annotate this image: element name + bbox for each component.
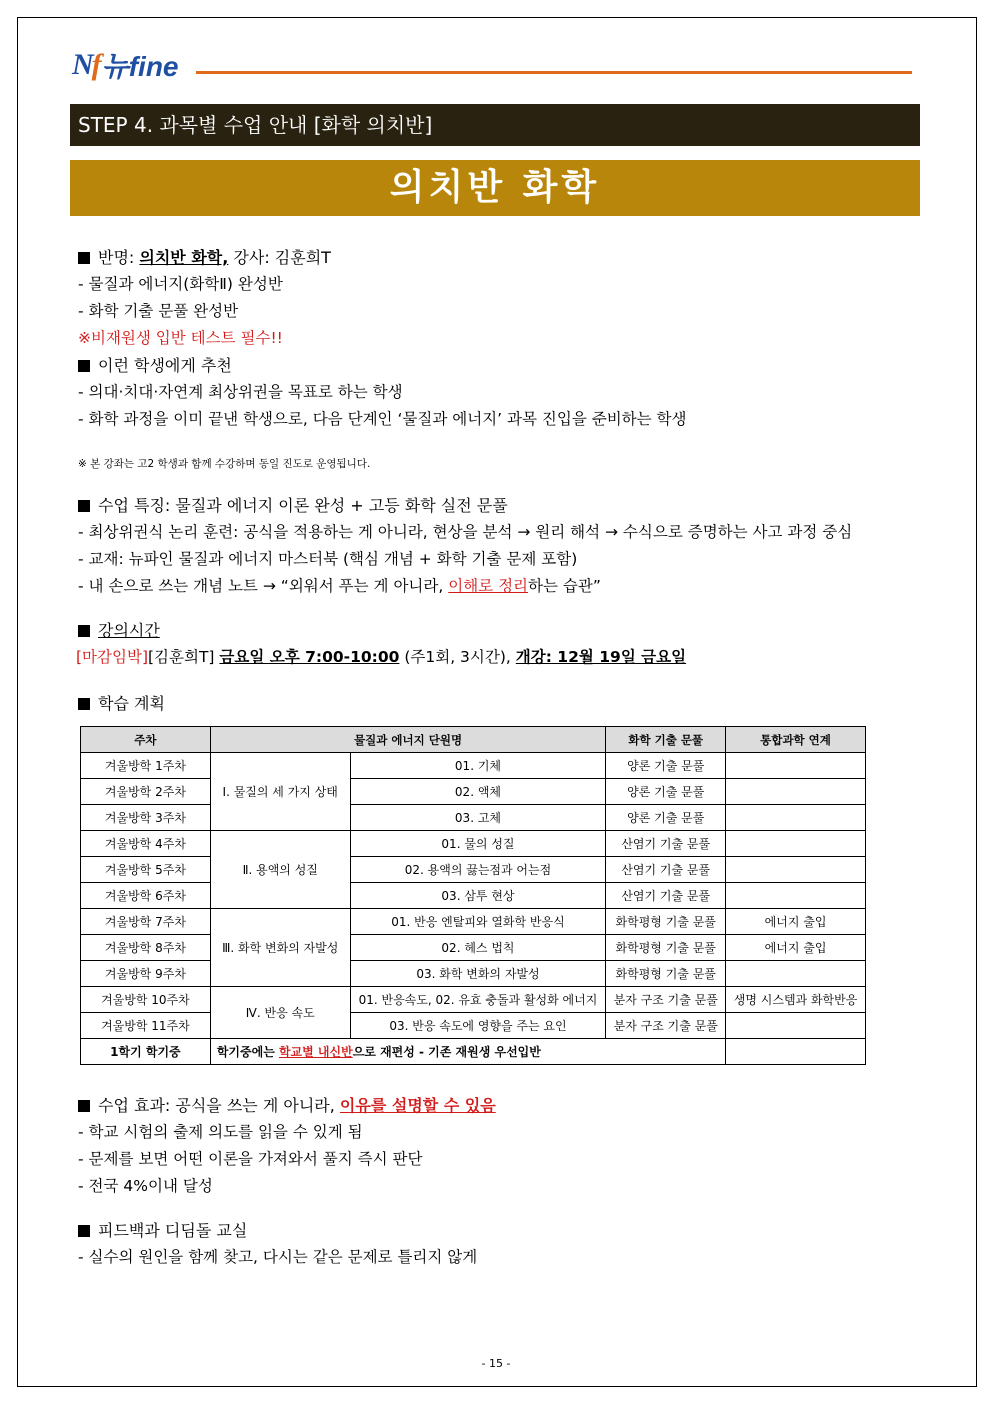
- plan-section: [78, 690, 918, 717]
- exam-cell: 화학평형 기출 문풀: [606, 909, 726, 935]
- square-bullet-icon: [78, 360, 90, 372]
- exam-cell: 화학평형 기출 문풀: [606, 961, 726, 987]
- features-item: - 교재: 뉴파인 물질과 에너지 마스터북 (핵심 개념 + 화학 기출 문제 포함): [78, 550, 578, 568]
- effect-section: [78, 1092, 918, 1200]
- exam-cell: 양론 기출 문풀: [606, 753, 726, 779]
- link-cell: 에너지 출입: [726, 935, 866, 961]
- exam-cell: 산염기 기출 문풀: [606, 831, 726, 857]
- table-row: [81, 883, 866, 909]
- unit-cell: Ⅰ. 물질의 세 가지 상태: [210, 753, 350, 831]
- schedule-detail: [마감임박][김훈희T] 금요일 오후 7:00-10:00 (주1회, 3시간), 개강: 12월 19일 금요일: [76, 648, 687, 666]
- topic-cell: 03. 고체: [350, 805, 606, 831]
- brand-logo: [72, 48, 179, 82]
- link-cell: [726, 1013, 866, 1039]
- exam-cell: 산염기 기출 문풀: [606, 883, 726, 909]
- features-section: [78, 492, 918, 600]
- class-info-item: - 물질과 에너지(화학Ⅱ) 완성반: [78, 275, 283, 293]
- square-bullet-icon: [78, 500, 90, 512]
- class-info-heading: 반명: 의치반 화학, 강사: 김훈희T: [78, 244, 918, 271]
- effect-item: - 문제를 보면 어떤 이론을 가져와서 풀지 즉시 판단: [78, 1150, 423, 1168]
- feedback-item: - 실수의 원인을 함께 찾고, 다시는 같은 문제로 틀리지 않게: [78, 1248, 478, 1266]
- week-cell: 겨울방학 2주차: [81, 779, 211, 805]
- link-cell: [726, 831, 866, 857]
- week-cell: 겨울방학 3주차: [81, 805, 211, 831]
- table-row: [81, 909, 866, 935]
- recommend-item: - 의대·치대·자연계 최상위권을 목표로 하는 학생: [78, 383, 403, 401]
- topic-cell: 03. 반응 속도에 영향을 주는 요인: [350, 1013, 606, 1039]
- exam-cell: 산염기 기출 문풀: [606, 857, 726, 883]
- link-cell: [726, 857, 866, 883]
- feedback-section: [78, 1217, 918, 1271]
- class-info: [78, 244, 918, 433]
- square-bullet-icon: [78, 252, 90, 264]
- effect-item: - 전국 4%이내 달성: [78, 1177, 213, 1195]
- table-row: [81, 805, 866, 831]
- logo-mark-icon: Nf: [72, 48, 100, 81]
- header-link: 통합과학 연계: [726, 727, 866, 753]
- unit-cell: Ⅳ. 반응 속도: [210, 987, 350, 1039]
- week-cell: 겨울방학 6주차: [81, 883, 211, 909]
- topic-cell: 01. 물의 성질: [350, 831, 606, 857]
- features-item: - 내 손으로 쓰는 개념 노트 → “외워서 푸는 게 아니라, 이해로 정리하는 습관”: [78, 577, 601, 595]
- link-cell: [726, 779, 866, 805]
- feedback-heading: 피드백과 디딤돌 교실: [78, 1217, 918, 1244]
- header-exam: 화학 기출 문풀: [606, 727, 726, 753]
- exam-cell: 분자 구조 기출 문풀: [606, 1013, 726, 1039]
- week-cell: 겨울방학 8주차: [81, 935, 211, 961]
- table-row: [81, 753, 866, 779]
- features-heading: 수업 특징: 물질과 에너지 이론 완성 + 고등 화학 실전 문풀: [78, 492, 918, 519]
- semester-note-cell: 학기중에는 학교별 내신반으로 재편성 - 기존 재원생 우선입반: [210, 1039, 725, 1065]
- link-cell: 생명 시스템과 화학반응: [726, 987, 866, 1013]
- week-cell: 겨울방학 11주차: [81, 1013, 211, 1039]
- topic-cell: 03. 삼투 현상: [350, 883, 606, 909]
- course-note: ※ 본 강좌는 고2 학생과 함께 수강하며 동일 진도로 운영됩니다.: [78, 458, 371, 470]
- topic-cell: 01. 반응속도, 02. 유효 충돌과 활성화 에너지: [350, 987, 606, 1013]
- exam-cell: 화학평형 기출 문풀: [606, 935, 726, 961]
- table-row: [81, 1039, 866, 1065]
- recommend-heading: 이런 학생에게 추천: [78, 352, 918, 379]
- main-title: 의치반 화학: [70, 160, 920, 216]
- square-bullet-icon: [78, 698, 90, 710]
- unit-cell: Ⅱ. 용액의 성질: [210, 831, 350, 909]
- topic-cell: 01. 기체: [350, 753, 606, 779]
- topic-cell: 01. 반응 엔탈피와 열화학 반응식: [350, 909, 606, 935]
- recommend-item: - 화학 과정을 이미 끝낸 학생으로, 다음 단계인 ‘물질과 에너지’ 과목 진입을 준비하는 학생: [78, 410, 687, 428]
- table-row: [81, 779, 866, 805]
- table-row: [81, 1013, 866, 1039]
- header-unit: 물질과 에너지 단원명: [210, 727, 605, 753]
- effect-item: - 학교 시험의 출제 의도를 읽을 수 있게 됨: [78, 1123, 363, 1141]
- week-cell: 겨울방학 4주차: [81, 831, 211, 857]
- topic-cell: 02. 용액의 끓는점과 어는점: [350, 857, 606, 883]
- square-bullet-icon: [78, 1225, 90, 1237]
- effect-heading: 수업 효과: 공식을 쓰는 게 아니라, 이유를 설명할 수 있음: [78, 1092, 918, 1119]
- table-row: [81, 987, 866, 1013]
- schedule-heading: 강의시간: [78, 617, 918, 644]
- schedule-section: [78, 617, 918, 671]
- logo-text: 뉴fine: [101, 51, 179, 82]
- plan-heading: 학습 계획: [78, 690, 918, 717]
- header-week: 주차: [81, 727, 211, 753]
- exam-cell: 분자 구조 기출 문풀: [606, 987, 726, 1013]
- week-cell: 겨울방학 9주차: [81, 961, 211, 987]
- week-cell: 겨울방학 5주차: [81, 857, 211, 883]
- topic-cell: 02. 액체: [350, 779, 606, 805]
- week-cell: 겨울방학 10주차: [81, 987, 211, 1013]
- week-cell: 겨울방학 7주차: [81, 909, 211, 935]
- topic-cell: 03. 화학 변화의 자발성: [350, 961, 606, 987]
- square-bullet-icon: [78, 1100, 90, 1112]
- week-cell: 겨울방학 1주차: [81, 753, 211, 779]
- study-plan-table: [80, 726, 866, 1065]
- exam-cell: 양론 기출 문풀: [606, 805, 726, 831]
- table-row: [81, 831, 866, 857]
- table-row: [81, 857, 866, 883]
- exam-cell: 양론 기출 문풀: [606, 779, 726, 805]
- page-number: - 15 -: [481, 1357, 511, 1370]
- features-item: - 최상위권식 논리 훈련: 공식을 적용하는 게 아니라, 현상을 분석 → 원리 해석 → 수식으로 증명하는 사고 과정 중심: [78, 523, 853, 541]
- week-cell: 1학기 학기중: [81, 1039, 211, 1065]
- link-cell: [726, 961, 866, 987]
- link-cell: 에너지 출입: [726, 909, 866, 935]
- link-cell: [726, 805, 866, 831]
- table-row: [81, 935, 866, 961]
- link-cell: [726, 753, 866, 779]
- class-info-item: - 화학 기출 문풀 완성반: [78, 302, 239, 320]
- unit-cell: Ⅲ. 화학 변화의 자발성: [210, 909, 350, 987]
- square-bullet-icon: [78, 625, 90, 637]
- link-cell: [726, 1039, 866, 1065]
- header-divider: [196, 71, 912, 74]
- topic-cell: 02. 헤스 법칙: [350, 935, 606, 961]
- table-row: [81, 961, 866, 987]
- step-title: STEP 4. 과목별 수업 안내 [화학 의치반]: [70, 104, 920, 146]
- link-cell: [726, 883, 866, 909]
- table-header-row: [81, 727, 866, 753]
- entrance-test-warning: ※비재원생 입반 테스트 필수!!: [78, 329, 283, 347]
